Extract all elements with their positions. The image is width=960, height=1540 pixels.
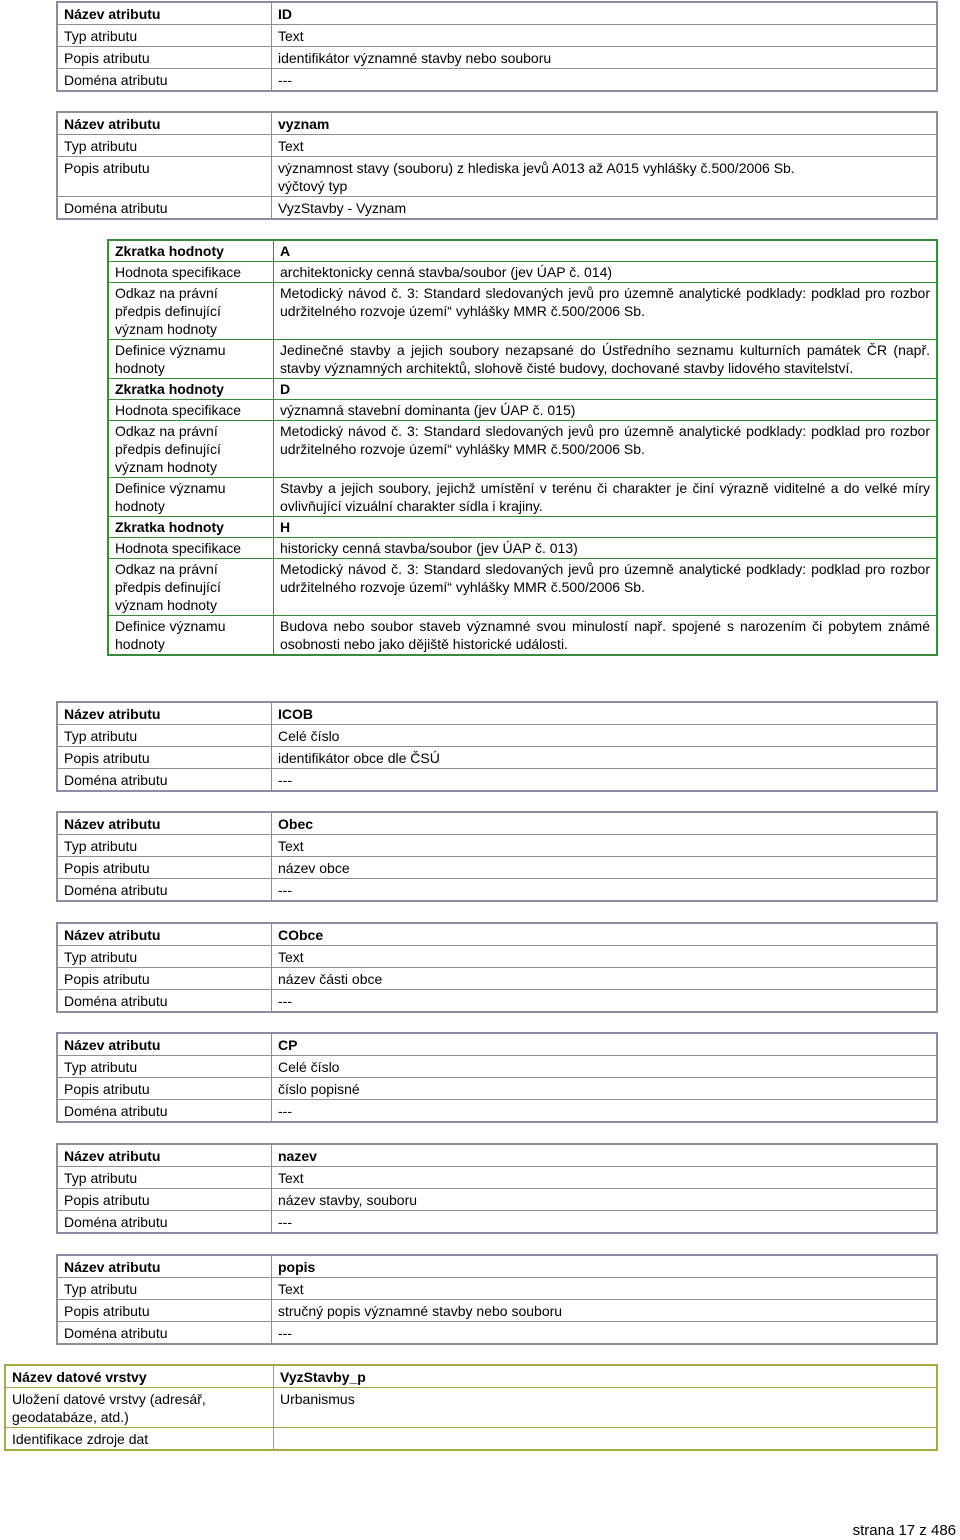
page-number: strana 17 z 486 <box>852 1522 956 1539</box>
attribute-desc-line-2: výčtový typ <box>278 178 348 194</box>
attribute-name-value: ICOB <box>272 702 938 725</box>
attribute-type-label: Typ atributu <box>57 135 272 157</box>
attribute-domain-label: Doména atributu <box>57 769 272 792</box>
attribute-domain-label: Doména atributu <box>57 1211 272 1234</box>
attribute-domain-value: --- <box>272 1100 938 1123</box>
attribute-table-icob <box>56 701 938 792</box>
attribute-name-label: Název atributu <box>57 702 272 725</box>
value-spec: historicky cenná stavba/soubor (jev ÚAP č. 013) <box>274 538 938 559</box>
value-def-label: Definice významu hodnoty <box>108 616 274 656</box>
value-spec-label: Hodnota specifikace <box>108 262 274 283</box>
value-def-label: Definice významu hodnoty <box>108 340 274 379</box>
value-code-label: Zkratka hodnoty <box>108 517 274 538</box>
value-code-label: Zkratka hodnoty <box>108 379 274 400</box>
attribute-desc-label: Popis atributu <box>57 47 272 69</box>
value-ref-label: Odkaz na právní předpis definující význam hodnoty <box>108 559 274 616</box>
value-spec-label: Hodnota specifikace <box>108 538 274 559</box>
attribute-name-value: ID <box>272 2 938 25</box>
attribute-type-value: Celé číslo <box>272 725 938 747</box>
attribute-name-value: CP <box>272 1033 938 1056</box>
attribute-desc-label: Popis atributu <box>57 747 272 769</box>
data-layer-table <box>4 1364 938 1451</box>
attribute-table-popis <box>56 1254 938 1345</box>
attribute-type-value: Text <box>272 25 938 47</box>
domain-values-table <box>107 239 938 656</box>
attribute-domain-label: Doména atributu <box>57 879 272 902</box>
attribute-type-label: Typ atributu <box>57 1056 272 1078</box>
layer-source-label: Identifikace zdroje dat <box>5 1428 274 1451</box>
layer-storage-label: Uložení datové vrstvy (adresář, geodatabáze, atd.) <box>5 1388 274 1428</box>
attribute-desc-value: název části obce <box>272 968 938 990</box>
value-ref: Metodický návod č. 3: Standard sledovaných jevů pro územně analytické podklady: podklad pro rozbor udržitelného rozvoje území“ vyhlášky MMR č.500/2006 Sb. <box>274 283 938 340</box>
attribute-desc-label: Popis atributu <box>57 1078 272 1100</box>
attribute-name-label: Název atributu <box>57 812 272 835</box>
attribute-desc-label: Popis atributu <box>57 1189 272 1211</box>
value-code: D <box>274 379 938 400</box>
value-spec: významná stavební dominanta (jev ÚAP č. 015) <box>274 400 938 421</box>
attribute-name-value: Obec <box>272 812 938 835</box>
attribute-desc-value: číslo popisné <box>272 1078 938 1100</box>
attribute-name-label: Název atributu <box>57 112 272 135</box>
attribute-domain-label: Doména atributu <box>57 69 272 92</box>
attribute-table-nazev <box>56 1143 938 1234</box>
attribute-table-cp <box>56 1032 938 1123</box>
attribute-domain-value: --- <box>272 69 938 92</box>
attribute-domain-value: --- <box>272 769 938 792</box>
value-def: Stavby a jejich soubory, jejichž umístění v terénu či charakter je činí výrazně viditelné a do velké míry ovlivňující vizuální charakter sídla i krajiny. <box>274 478 938 517</box>
attribute-desc-value: identifikátor významné stavby nebo souboru <box>272 47 938 69</box>
attribute-table-cobce <box>56 922 938 1013</box>
attribute-type-value: Text <box>272 1167 938 1189</box>
attribute-desc-label: Popis atributu <box>57 157 272 197</box>
attribute-domain-value: --- <box>272 990 938 1013</box>
value-ref: Metodický návod č. 3: Standard sledovaných jevů pro územně analytické podklady: podklad pro rozbor udržitelného rozvoje území“ vyhlášky MMR č.500/2006 Sb. <box>274 421 938 478</box>
layer-name-value: VyzStavby_p <box>274 1365 938 1388</box>
attribute-name-label: Název atributu <box>57 1033 272 1056</box>
value-code: A <box>274 240 938 262</box>
attribute-table-obec <box>56 811 938 902</box>
attribute-domain-label: Doména atributu <box>57 1100 272 1123</box>
attribute-desc-value: název stavby, souboru <box>272 1189 938 1211</box>
attribute-type-label: Typ atributu <box>57 725 272 747</box>
attribute-type-value: Text <box>272 1278 938 1300</box>
value-spec-label: Hodnota specifikace <box>108 400 274 421</box>
attribute-type-label: Typ atributu <box>57 1167 272 1189</box>
attribute-name-label: Název atributu <box>57 2 272 25</box>
attribute-type-value: Text <box>272 946 938 968</box>
attribute-type-value: Text <box>272 135 938 157</box>
attribute-domain-value: --- <box>272 879 938 902</box>
attribute-name-value: CObce <box>272 923 938 946</box>
attribute-desc-value: stručný popis významné stavby nebo souboru <box>272 1300 938 1322</box>
attribute-type-label: Typ atributu <box>57 25 272 47</box>
value-spec: architektonicky cenná stavba/soubor (jev ÚAP č. 014) <box>274 262 938 283</box>
attribute-type-value: Text <box>272 835 938 857</box>
value-code-label: Zkratka hodnoty <box>108 240 274 262</box>
value-ref-label: Odkaz na právní předpis definující význam hodnoty <box>108 421 274 478</box>
attribute-desc-value <box>272 157 938 197</box>
attribute-name-value: nazev <box>272 1144 938 1167</box>
attribute-desc-value: název obce <box>272 857 938 879</box>
attribute-desc-line: významnost stavy (souboru) z hlediska jevů A013 až A015 vyhlášky č.500/2006 Sb. <box>278 160 795 176</box>
attribute-desc-label: Popis atributu <box>57 968 272 990</box>
layer-source-value <box>274 1428 938 1451</box>
value-ref: Metodický návod č. 3: Standard sledovaných jevů pro územně analytické podklady: podklad pro rozbor udržitelného rozvoje území“ vyhlášky MMR č.500/2006 Sb. <box>274 559 938 616</box>
attribute-domain-value: --- <box>272 1322 938 1345</box>
attribute-name-value: popis <box>272 1255 938 1278</box>
attribute-type-label: Typ atributu <box>57 1278 272 1300</box>
attribute-table-vyznam <box>56 111 938 220</box>
attribute-table-id <box>56 1 938 92</box>
attribute-domain-value: --- <box>272 1211 938 1234</box>
attribute-domain-label: Doména atributu <box>57 197 272 220</box>
value-code: H <box>274 517 938 538</box>
attribute-type-value: Celé číslo <box>272 1056 938 1078</box>
attribute-domain-label: Doména atributu <box>57 1322 272 1345</box>
attribute-type-label: Typ atributu <box>57 946 272 968</box>
value-def-label: Definice významu hodnoty <box>108 478 274 517</box>
layer-name-label: Název datové vrstvy <box>5 1365 274 1388</box>
attribute-name-value: vyznam <box>272 112 938 135</box>
attribute-type-label: Typ atributu <box>57 835 272 857</box>
value-def: Jedinečné stavby a jejich soubory nezapsané do Ústředního seznamu kulturních památek ČR (např. stavby významných architektů, slohově čisté budovy, dochované stavby lidového stavitelství. <box>274 340 938 379</box>
value-def: Budova nebo soubor staveb významné svou minulostí např. spojené s narozením či pobytem známé osobnosti nebo jako dějiště historické události. <box>274 616 938 656</box>
attribute-desc-label: Popis atributu <box>57 857 272 879</box>
attribute-name-label: Název atributu <box>57 1144 272 1167</box>
value-ref-label: Odkaz na právní předpis definující význam hodnoty <box>108 283 274 340</box>
attribute-domain-label: Doména atributu <box>57 990 272 1013</box>
attribute-name-label: Název atributu <box>57 923 272 946</box>
attribute-desc-label: Popis atributu <box>57 1300 272 1322</box>
attribute-name-label: Název atributu <box>57 1255 272 1278</box>
attribute-desc-value: identifikátor obce dle ČSÚ <box>272 747 938 769</box>
attribute-domain-value: VyzStavby - Vyznam <box>272 197 938 220</box>
layer-storage-value: Urbanismus <box>274 1388 938 1428</box>
